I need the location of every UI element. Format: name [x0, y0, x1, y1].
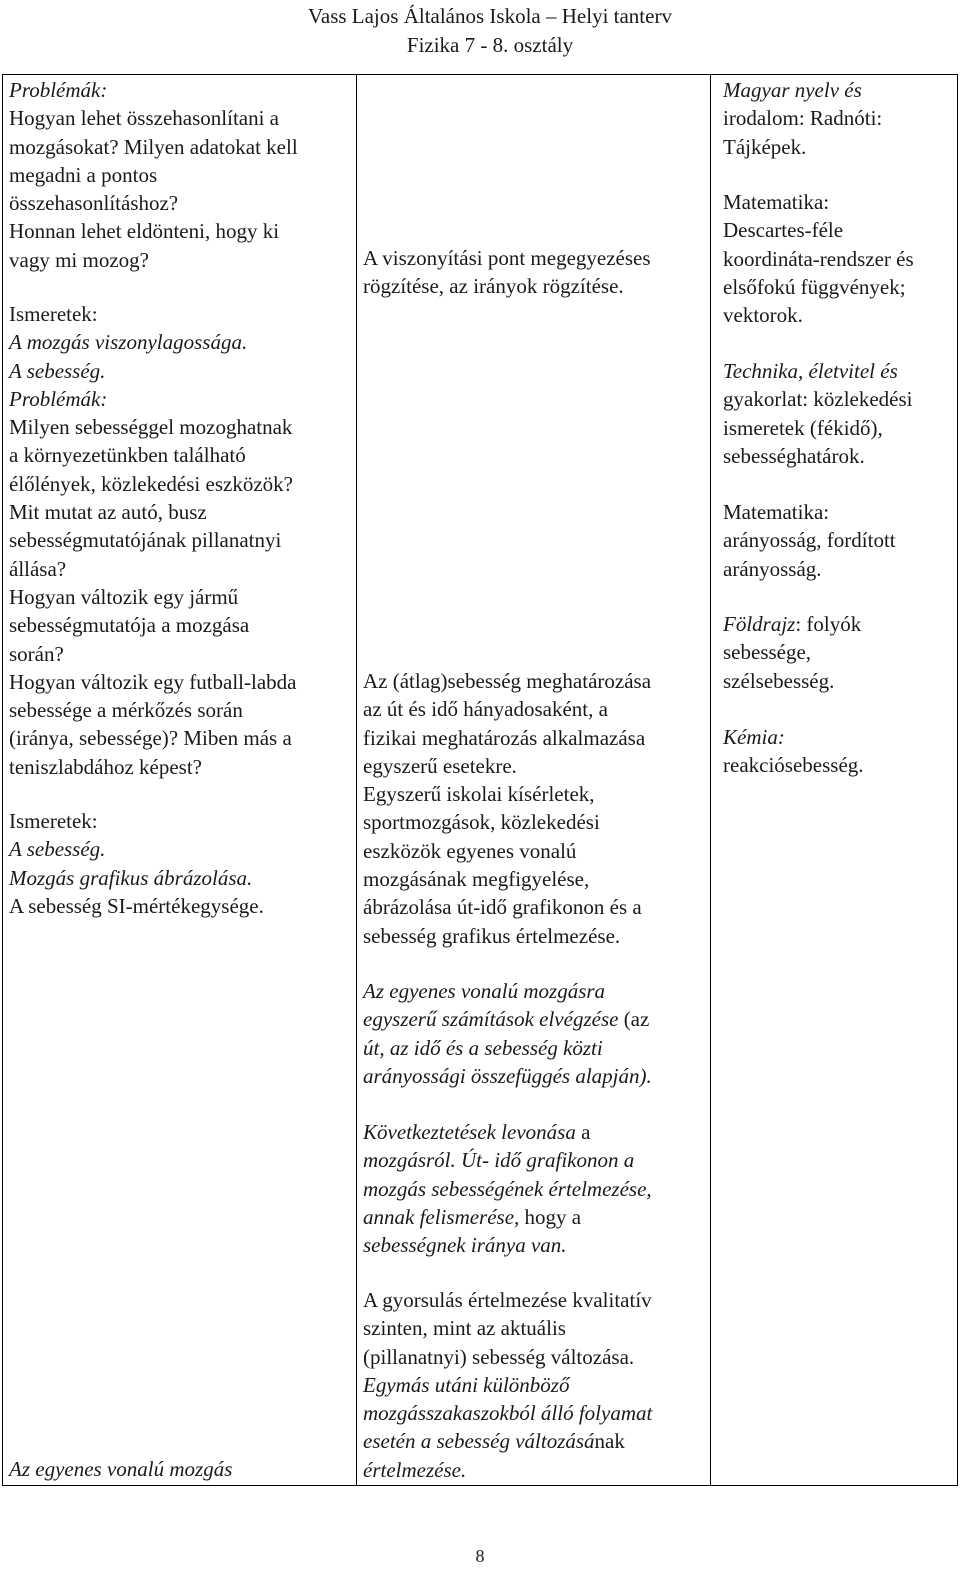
text-line: Milyen sebességgel mozoghatnak	[9, 415, 293, 440]
text-line: rögzítése, az irányok rögzítése.	[363, 274, 624, 299]
italic-text: értelmezése.	[363, 1457, 467, 1482]
text-line: (pillanatnyi) sebesség változása.	[363, 1344, 635, 1369]
subject-label: Matematika:	[723, 190, 830, 214]
normal-text: : folyók	[795, 612, 862, 636]
normal-text: (az	[618, 1007, 650, 1032]
connection-math-2	[723, 498, 953, 583]
problems-block-1	[9, 76, 352, 274]
normal-text: nak	[594, 1429, 625, 1454]
normal-text: hogy a	[519, 1204, 582, 1229]
text-line: mozgásokat? Milyen adatokat kell	[9, 134, 298, 159]
text-line: Hogyan változik egy futball-labda	[9, 669, 297, 694]
subject-label: Magyar nyelv és	[723, 78, 862, 102]
text-line	[363, 1034, 706, 1062]
page-header	[270, 2, 710, 60]
italic-text: mozgásról. Út- idő grafikonon a	[363, 1148, 635, 1173]
text-line	[363, 1203, 706, 1231]
italic-text: arányossági összefüggés alapján).	[363, 1063, 652, 1088]
text-line: (iránya, sebessége)? Miben más a	[9, 726, 292, 751]
topic: A sebesség.	[9, 837, 106, 862]
text-line	[363, 1427, 706, 1455]
text-line: mozgásának megfigyelése,	[363, 867, 590, 892]
text-line: sportmozgások, közlekedési	[363, 810, 600, 835]
italic-text: Egymás utáni különböző	[363, 1372, 570, 1397]
connection-math-1	[723, 188, 953, 329]
text-line: irodalom: Radnóti:	[723, 106, 883, 131]
text-line: sebessége a mérkőzés során	[9, 698, 243, 723]
text-line	[363, 1231, 706, 1259]
subject-label: Matematika:	[723, 500, 830, 524]
text-line: sebesség grafikus értelmezése.	[363, 923, 621, 948]
text-line: sebességmutatója a mozgása	[9, 613, 250, 638]
text-line	[363, 1399, 706, 1427]
text-line: szinten, mint az aktuális	[363, 1316, 566, 1341]
text-line: ismeretek (fékidő),	[723, 415, 883, 440]
header-subject-grade: Fizika 7 - 8. osztály	[406, 33, 574, 57]
text-line: Hogyan lehet összehasonlítani a	[9, 106, 280, 131]
topics-cell	[3, 75, 357, 1486]
header-school-title: Vass Lajos Általános Iskola – Helyi tanterv	[308, 4, 672, 28]
topic: Mozgás grafikus ábrázolása.	[9, 865, 253, 890]
text-line: szélsebesség.	[723, 668, 835, 693]
text-line: eszközök egyenes vonalú	[363, 838, 577, 863]
activities-cell	[357, 75, 711, 1486]
topic: A sebesség.	[9, 358, 106, 383]
activity-block-2	[363, 667, 706, 950]
text-line: Az (átlag)sebesség meghatározása	[363, 669, 652, 693]
text-line: sebességmutatójának pillanatnyi	[9, 528, 282, 553]
text-line: A gyorsulás értelmezése kvalitatív	[363, 1288, 652, 1312]
italic-text: Következtetések levonása	[363, 1120, 576, 1144]
topic: A sebesség SI-mértékegysége.	[9, 893, 264, 918]
text-line	[723, 610, 953, 638]
text-line: reakciósebesség.	[723, 753, 864, 778]
subject-label: Földrajz	[723, 612, 796, 636]
text-line: teniszlabdához képest?	[9, 754, 202, 779]
text-line: élőlények, közlekedési eszközök?	[9, 471, 293, 496]
text-line: megadni a pontos	[9, 162, 158, 187]
text-line	[363, 1175, 706, 1203]
text-line: arányosság, fordított	[723, 528, 896, 553]
italic-text: Az egyenes vonalú mozgásra	[363, 979, 606, 1003]
activity-block-1	[363, 244, 706, 301]
italic-text: egyszerű számítások elvégzése	[363, 1007, 619, 1032]
text-line: vektorok.	[723, 303, 803, 328]
activity-block-5	[363, 1286, 706, 1484]
text-line	[363, 1146, 706, 1174]
text-line: Descartes-féle	[723, 218, 844, 243]
text-line: során?	[9, 641, 64, 666]
text-line	[363, 977, 706, 1005]
italic-text: sebességnek iránya van.	[363, 1233, 567, 1258]
text-line: sebessége,	[723, 640, 812, 665]
subject-label: Technika, életvitel és	[723, 359, 898, 383]
normal-text: a	[575, 1120, 591, 1144]
text-line: Egyszerű iskolai kísérletek,	[363, 782, 595, 807]
text-line: arányosság.	[723, 556, 822, 581]
knowledge-block-2	[9, 807, 352, 920]
curriculum-table	[2, 74, 958, 1486]
text-line: ábrázolása út-idő grafikonon és a	[363, 895, 642, 920]
connection-hungarian	[723, 76, 953, 161]
text-line	[363, 1371, 706, 1399]
table-row	[3, 75, 958, 1486]
activity-block-4	[363, 1118, 706, 1259]
italic-text: mozgásszakaszokból álló folyamat	[363, 1401, 653, 1426]
problems-label: Problémák:	[9, 386, 108, 411]
italic-text: esetén a sebesség változásá	[363, 1429, 595, 1454]
text-line: A viszonyítási pont megegyezéses	[363, 246, 651, 270]
text-line: sebességhatárok.	[723, 443, 865, 468]
knowledge-block-1	[9, 300, 352, 781]
text-line: koordináta-rendszer és	[723, 246, 914, 271]
text-line: az út és idő hányadosaként, a	[363, 697, 608, 722]
knowledge-label: Ismeretek:	[9, 302, 98, 326]
text-line	[363, 1456, 706, 1484]
page-number: 8	[475, 1546, 485, 1566]
italic-text: út, az idő és a sebesség közti	[363, 1035, 603, 1060]
knowledge-label: Ismeretek:	[9, 809, 98, 833]
subject-label: Kémia:	[723, 725, 785, 749]
text-line: Honnan lehet eldönteni, hogy ki	[9, 219, 280, 244]
connection-technology	[723, 357, 953, 470]
text-line: elsőfokú függvények;	[723, 274, 906, 299]
activity-block-3	[363, 977, 706, 1090]
text-line	[363, 1062, 706, 1090]
problems-label: Problémák:	[9, 78, 108, 102]
text-line	[363, 1005, 706, 1033]
italic-text: annak felismerése,	[363, 1204, 520, 1229]
connections-cell	[711, 75, 958, 1486]
text-line: fizikai meghatározás alkalmazása	[363, 725, 646, 750]
text-line: Tájképek.	[723, 134, 807, 159]
unit-title	[9, 1455, 352, 1483]
connection-geography	[723, 610, 953, 695]
text-line: egyszerű esetekre.	[363, 753, 517, 778]
text-line: Hogyan változik egy jármű	[9, 584, 239, 609]
topic: A mozgás viszonylagossága.	[9, 330, 248, 355]
text-line	[363, 1118, 706, 1146]
connection-chemistry	[723, 723, 953, 780]
text-line: állása?	[9, 556, 67, 581]
text-line: a környezetünkben található	[9, 443, 246, 468]
text-line: gyakorlat: közlekedési	[723, 387, 913, 412]
text-line: Mit mutat az autó, busz	[9, 500, 207, 525]
text-line: összehasonlításhoz?	[9, 191, 179, 216]
unit-title-text: Az egyenes vonalú mozgás	[9, 1457, 233, 1481]
text-line: vagy mi mozog?	[9, 247, 149, 272]
italic-text: mozgás sebességének értelmezése,	[363, 1176, 652, 1201]
